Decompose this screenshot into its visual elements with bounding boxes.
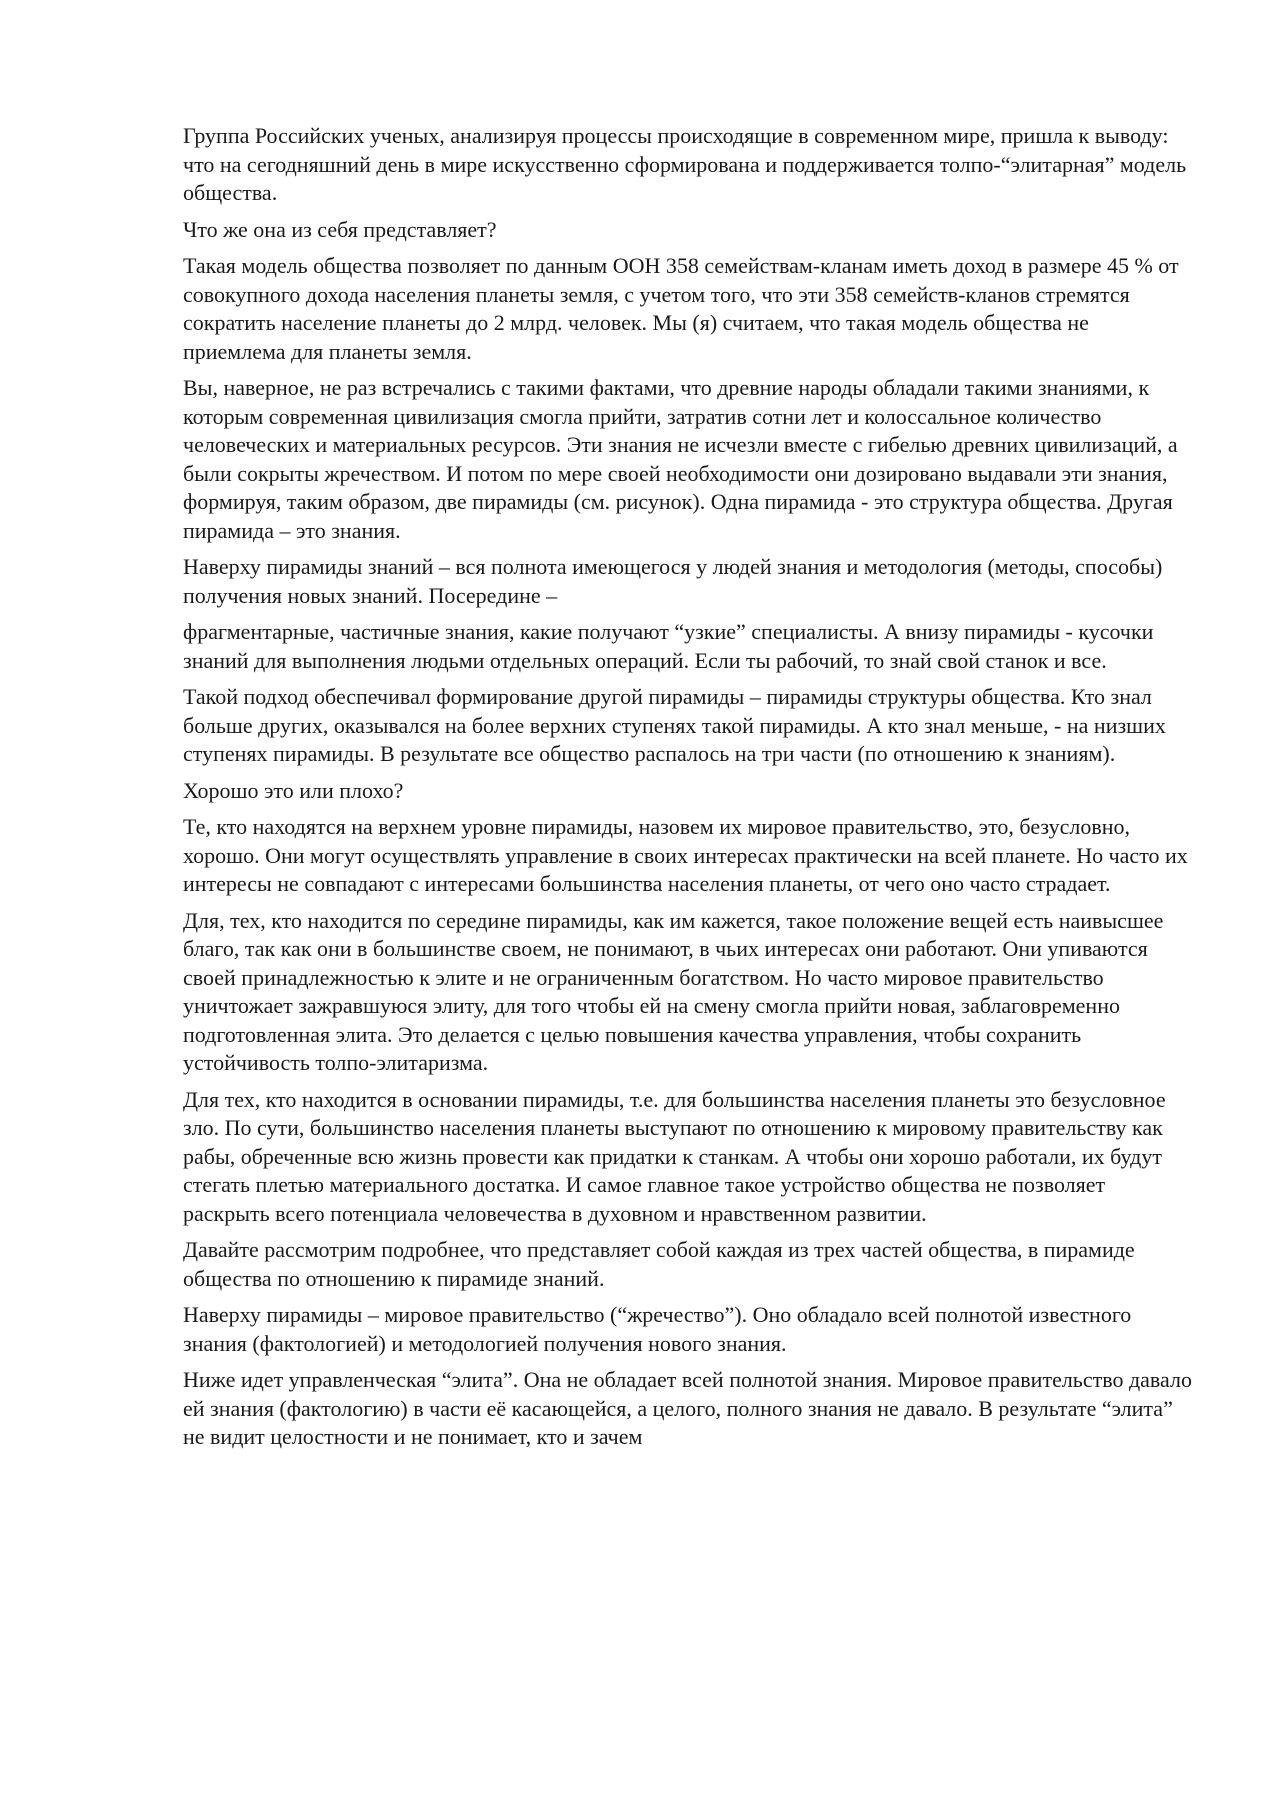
paragraph: Наверху пирамиды – мировое правительство (“жречество”). Оно обладало всей полнотой известного знания (фактологией) и методологией получения нового знания. bbox=[183, 1302, 1132, 1356]
paragraph: Для, тех, кто находится по середине пирамиды, как им кажется, такое положение вещей есть наивысшее благо, так как они в большинстве своем, не понимают, в чьих интересах они работают. Они упиваются своей принадлежностью к элите и не ограниченным богатством. Но часто мировое правительство уничтожает зажравшуюся элиту, для того чтобы ей на смену смогла прийти новая, заблаговременно подготовленная элита. Это делается с целью повышения качества управления, чтобы сохранить устойчивость толпо-элитаризма. bbox=[183, 907, 1164, 1075]
paragraph: фрагментарные, частичные знания, какие получают “узкие” специалисты. А внизу пирамиды - кусочки знаний для выполнения людьми отдельных операций. Если ты рабочий, то знай свой станок и все. bbox=[183, 619, 1154, 673]
document-body bbox=[183, 122, 1193, 1460]
paragraph: Для тех, кто находится в основании пирамиды, т.е. для большинства населения планеты это безусловное зло. По сути, большинство населения планеты выступают по отношению к мировому правительству как рабы, обреченные всю жизнь провести как придатки к станкам. А чтобы они хорошо работали, их будут стегать плетью материального достатка. И самое главное такое устройство общества не позволяет раскрыть всего потенциала человечества в духовном и нравственном развитии. bbox=[183, 1086, 1166, 1226]
paragraph: Наверху пирамиды знаний – вся полнота имеющегося у людей знания и методология (методы, способы) получения новых знаний. Посередине – bbox=[183, 554, 1163, 608]
paragraph: Те, кто находятся на верхнем уровне пирамиды, назовем их мировое правительство, это, безусловно, хорошо. Они могут осуществлять управление в своих интересах практически на всей планете. Но часто их интересы не совпадают с интересами большинства населения планеты, от чего оно часто страдает. bbox=[183, 814, 1188, 896]
paragraph: Что же она из себя представляет? bbox=[183, 216, 497, 242]
paragraph: Ниже идет управленческая “элита”. Она не обладает всей полнотой знания. Мировое правительство давало ей знания (фактологию) в части её касающейся, а целого, полного знания не давало. В результате “элита” не видит целостности и не понимает, кто и зачем bbox=[183, 1367, 1192, 1449]
paragraph: Такой подход обеспечивал формирование другой пирамиды – пирамиды структуры общества. Кто знал больше других, оказывался на более верхних ступенях такой пирамиды. А кто знал меньше, - на низших ступенях пирамиды. В результате все общество распалось на три части (по отношению к знаниям). bbox=[183, 684, 1166, 766]
paragraph: Давайте рассмотрим подробнее, что представляет собой каждая из трех частей общества, в пирамиде общества по отношению к пирамиде знаний. bbox=[183, 1237, 1135, 1291]
paragraph: Вы, наверное, не раз встречались с такими фактами, что древние народы обладали такими знаниями, к которым современная цивилизация смогла прийти, затратив сотни лет и колоссальное количество человеческих и материальных ресурсов. Эти знания не исчезли вместе с гибелью древних цивилизаций, а были сокрыты жречеством. И потом по мере своей необходимости они дозировано выдавали эти знания, формируя, таким образом, две пирамиды (см. рисунок). Одна пирамида - это структура общества. Другая пирамида – это знания. bbox=[183, 375, 1178, 543]
paragraph: Группа Российских ученых, анализируя процессы происходящие в современном мире, пришла к выводу: что на сегодняшний день в мире искусственно сформирована и поддерживается толпо-“элитарная” модель общества. bbox=[183, 123, 1187, 205]
paragraph: Такая модель общества позволяет по данным ООН 358 семействам-кланам иметь доход в размере 45 % от совокупного дохода населения планеты земля, с учетом того, что эти 358 семейств-кланов стремятся сократить население планеты до 2 млрд. человек. Мы (я) считаем, что такая модель общества не приемлема для планеты земля. bbox=[183, 253, 1179, 364]
paragraph: Хорошо это или плохо? bbox=[183, 777, 404, 803]
